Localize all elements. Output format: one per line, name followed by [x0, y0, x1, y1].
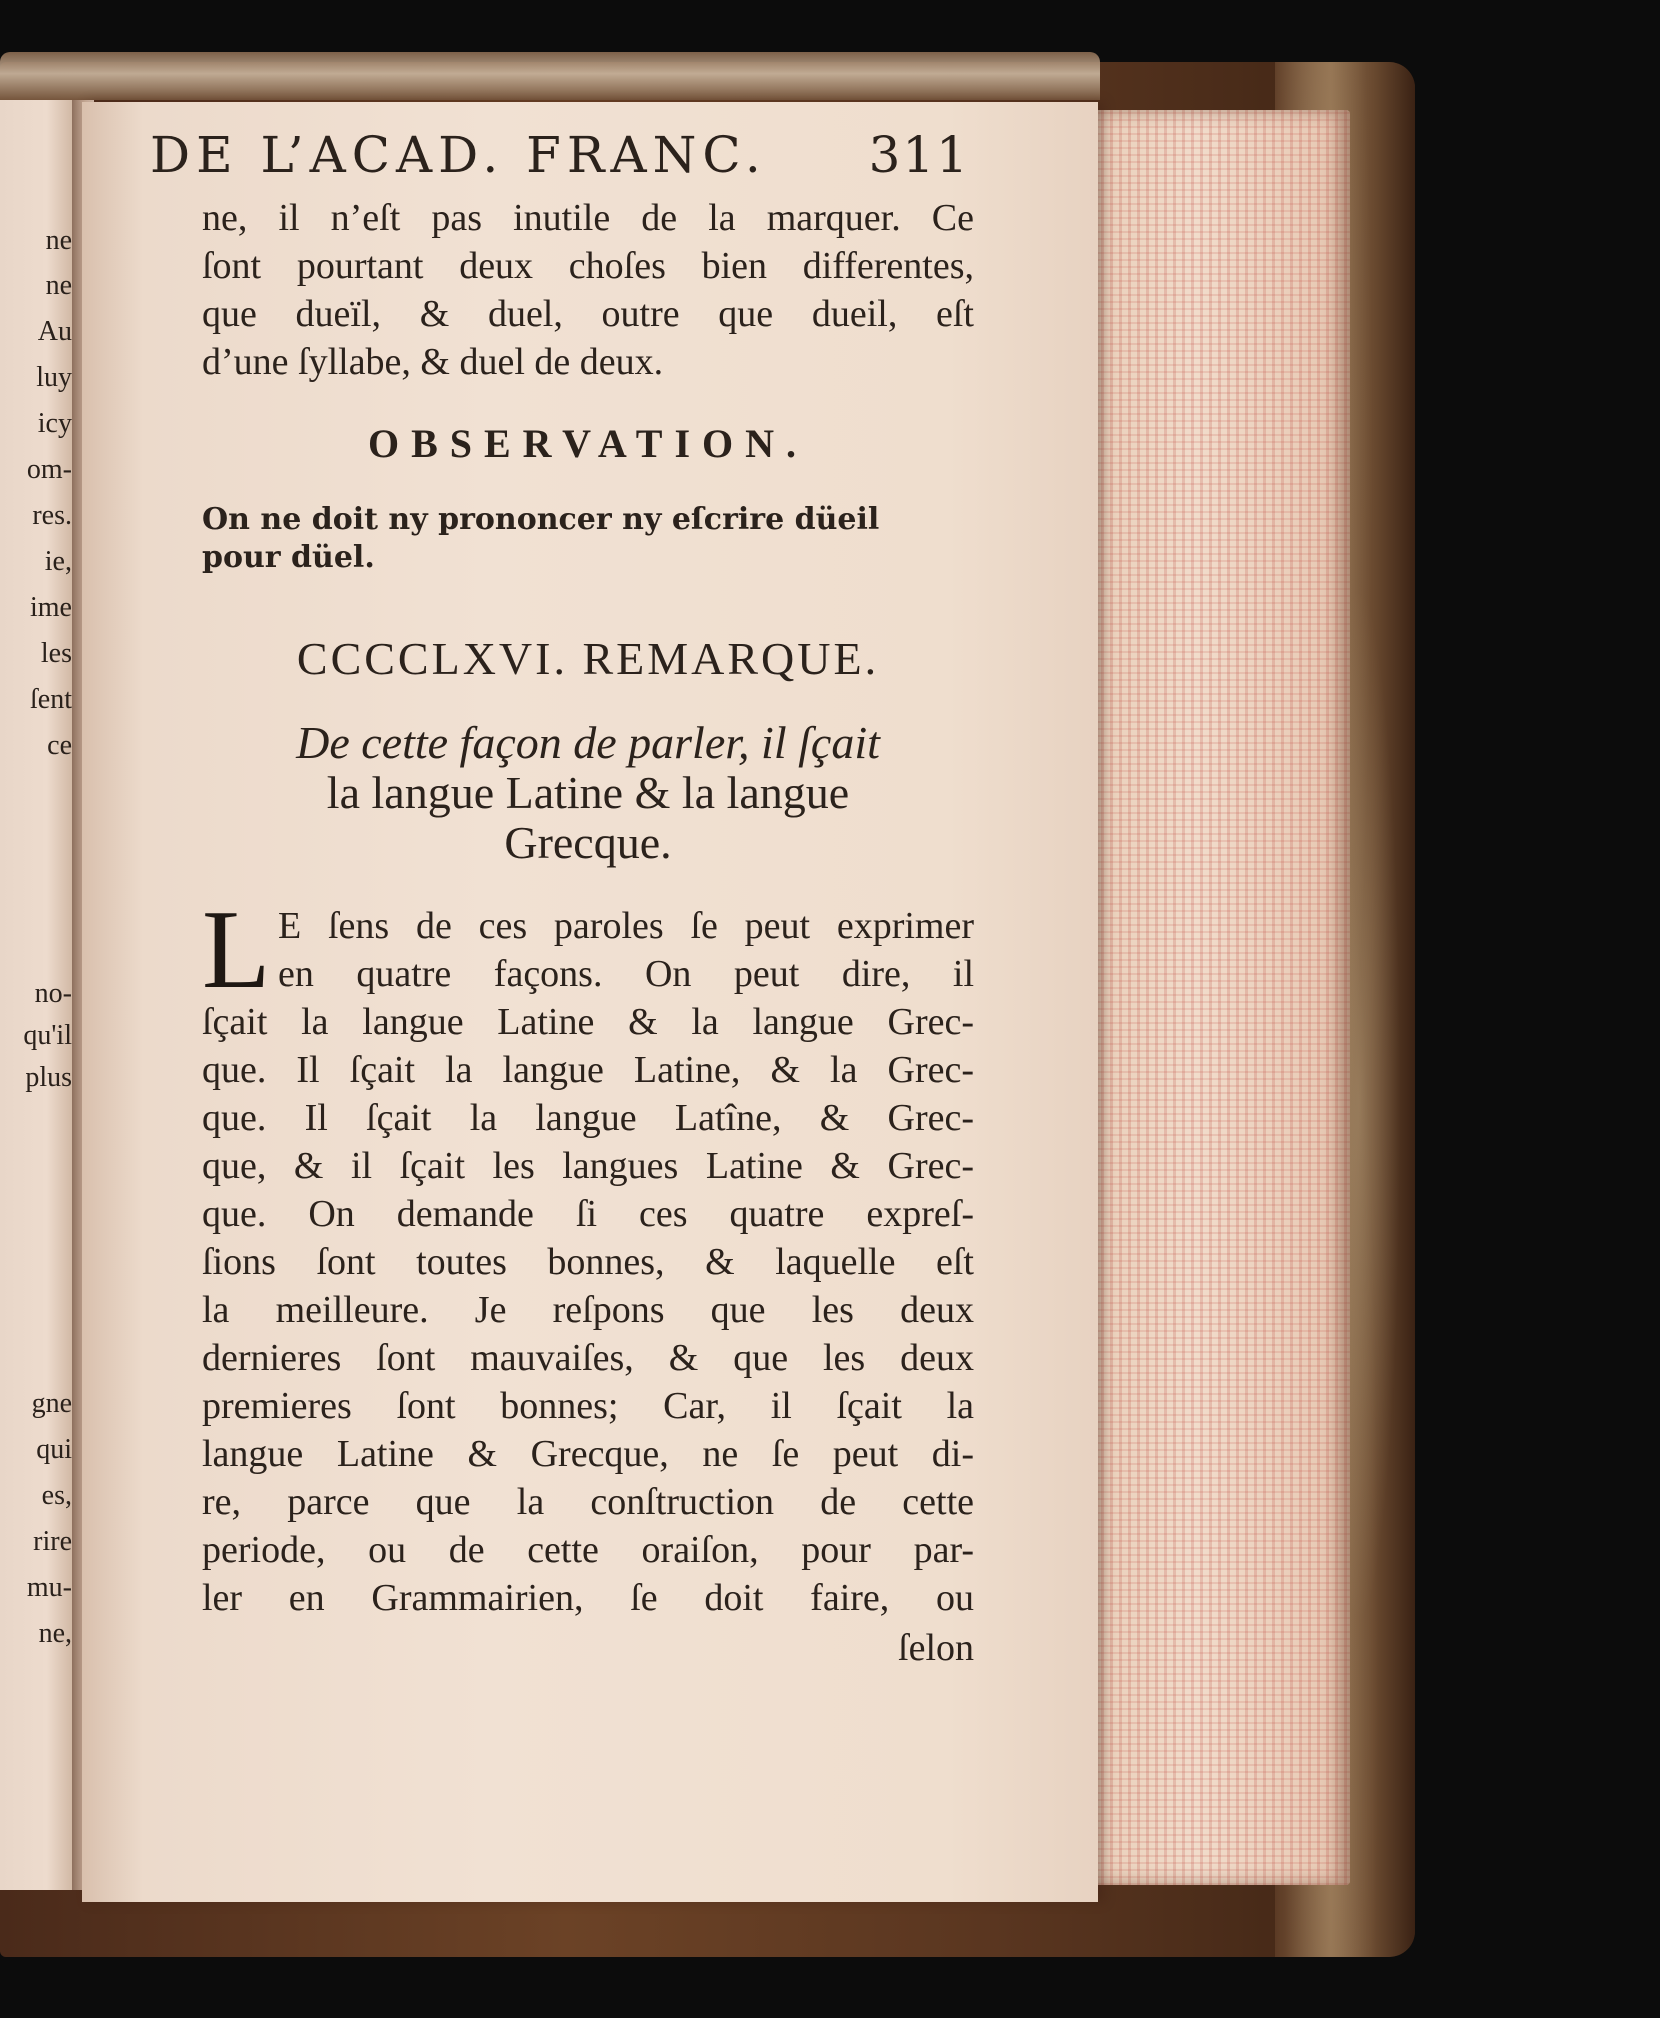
printed-page — [82, 102, 1098, 1902]
facing-line-fragment: ne, — [38, 1618, 72, 1649]
running-head-title: DE L’ACAD. FRANC. — [150, 126, 767, 184]
facing-line-fragment: res. — [32, 500, 72, 531]
text-line: ler en Grammairien, ſe doit faire, ou — [202, 1577, 974, 1619]
facing-line-fragment: les — [40, 638, 72, 669]
facing-line-fragment: ne — [45, 225, 72, 256]
text-line: en quatre façons. On peut dire, il — [278, 953, 974, 995]
text-line: ne, il n’eſt pas inutile de la marquer. Ce — [202, 197, 974, 239]
text-line: que. On demande ſi ces quatre expreſ- — [202, 1193, 974, 1235]
facing-line-fragment: ſent — [30, 684, 72, 715]
text-line: que. Il ſçait la langue Latine, & la Grec- — [202, 1049, 974, 1091]
remark-heading-line: Grecque. — [504, 817, 672, 868]
text-line: ſont pourtant deux choſes bien differentes, — [202, 245, 974, 287]
running-head — [150, 126, 970, 186]
facing-line-fragment: plus — [25, 1062, 72, 1093]
text-line: d’une ſyllabe, & duel de deux. — [202, 341, 664, 383]
facing-page — [0, 100, 78, 1890]
text-line: re, parce que la conſtruction de cette — [202, 1481, 974, 1523]
remark-heading-line: De cette façon de parler, il ſçait — [296, 717, 880, 768]
facing-line-fragment: om- — [26, 454, 72, 485]
facing-line-fragment: mu- — [26, 1572, 72, 1603]
facing-line-fragment: no- — [34, 978, 72, 1009]
facing-page-text — [0, 100, 78, 1890]
book-headband — [0, 52, 1100, 100]
remark-heading-line: la langue Latine & la langue — [326, 767, 850, 818]
facing-line-fragment: icy — [37, 408, 72, 439]
drop-capital: L — [202, 888, 271, 1012]
facing-line-fragment: ie, — [44, 546, 72, 577]
facing-line-fragment: rire — [33, 1526, 72, 1557]
text-line: premieres ſont bonnes; Car, il ſçait la — [202, 1385, 974, 1427]
text-line: E ſens de ces paroles ſe peut exprimer — [278, 905, 974, 947]
text-line: que, & il ſçait les langues Latine & Grec- — [202, 1145, 974, 1187]
text-line: ſçait la langue Latine & la langue Grec- — [202, 1001, 974, 1043]
catchword: ſelon — [898, 1627, 974, 1669]
facing-line-fragment: qu'il — [23, 1020, 72, 1051]
facing-line-fragment: Au — [37, 316, 72, 347]
text-line: que dueïl, & duel, outre que dueil, eſt — [202, 293, 974, 335]
observation-line: On ne doit ny prononcer ny eſcrire düeil — [202, 502, 880, 537]
facing-line-fragment: es, — [41, 1480, 72, 1511]
observation-title: OBSERVATION. — [367, 421, 809, 466]
page-fore-edge — [1092, 110, 1350, 1885]
text-line: langue Latine & Grecque, ne ſe peut di- — [202, 1433, 974, 1475]
text-line: la meilleure. Je reſpons que les deux — [202, 1289, 974, 1331]
text-line: periode, ou de cette oraiſon, pour par- — [202, 1529, 974, 1571]
facing-line-fragment: qui — [36, 1434, 72, 1465]
facing-line-fragment: gne — [31, 1388, 72, 1419]
text-line: ſions ſont toutes bonnes, & laquelle eſt — [202, 1241, 974, 1283]
page-number: 311 — [868, 126, 970, 184]
facing-line-fragment: ce — [47, 730, 72, 761]
text-line: dernieres ſont mauvaiſes, & que les deux — [202, 1337, 974, 1379]
observation-line: pour düel. — [202, 540, 375, 575]
remark-title: CCCCLXVI. REMARQUE. — [296, 633, 880, 684]
facing-line-fragment: ime — [30, 592, 72, 623]
text-line: que. Il ſçait la langue Latîne, & Grec- — [202, 1097, 974, 1139]
facing-line-fragment: luy — [36, 362, 72, 393]
facing-line-fragment: ne — [45, 270, 72, 301]
